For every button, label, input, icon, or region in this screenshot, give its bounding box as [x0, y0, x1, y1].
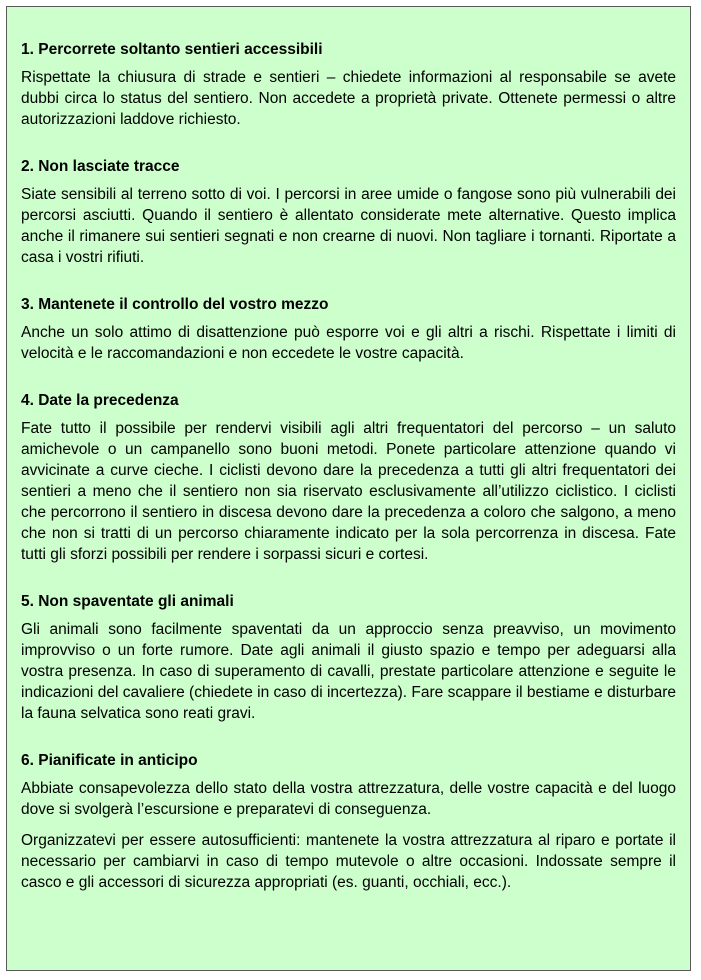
section-heading: 3. Mantenete il controllo del vostro mezzo [21, 296, 329, 313]
section-5 [21, 592, 676, 724]
section-paragraph: Abbiate consapevolezza dello stato della vostra attrezzatura, delle vostre capacità e del luogo dove si svolgerà l’escursione e preparatevi di conseguenza. [21, 780, 676, 818]
section-paragraph: Rispettate la chiusura di strade e sentieri – chiedete informazioni al responsabile se avete dubbi circa lo status del sentiero. Non accedete a proprietà private. Ottenete permessi o altre autorizzazioni laddove richiesto. [21, 69, 676, 128]
section-heading: 2. Non lasciate tracce [21, 158, 180, 175]
section-heading: 6. Pianificate in anticipo [21, 752, 198, 769]
section-paragraph: Siate sensibili al terreno sotto di voi. I percorsi in aree umide o fangose sono più vulnerabili dei percorsi asciutti. Quando il sentiero è allentato considerate mete alternative. Questo implica anche il rimanere sui sentieri segnati e non crearne di nuovi. Non tagliare i tornanti. Riportate a casa i vostri rifiuti. [21, 186, 676, 266]
section-4 [21, 391, 676, 565]
section-heading: 5. Non spaventate gli animali [21, 593, 234, 610]
section-paragraph: Anche un solo attimo di disattenzione può esporre voi e gli altri a rischi. Rispettate i limiti di velocità e le raccomandazioni e non eccedete le vostre capacità. [21, 324, 676, 362]
section-6 [21, 751, 676, 893]
section-1 [21, 40, 676, 130]
section-paragraph: Fate tutto il possibile per rendervi visibili agli altri frequentatori del percorso – un saluto amichevole o un campanello sono buoni metodi. Ponete particolare attenzione quando vi avvicinate a curve cieche. I ciclisti devono dare la precedenza a tutti gli altri frequentatori dei sentieri a meno che il sentiero non sia riservato esclusivamente all’utilizzo ciclistico. I ciclisti che percorrono il sentiero in discesa devono dare la precedenza a coloro che salgono, a meno che non si tratti di un percorso chiaramente indicato per la sola percorrenza in discesa. Fate tutti gli sforzi possibili per rendere i sorpassi sicuri e cortesi. [21, 420, 676, 563]
section-paragraph: Organizzatevi per essere autosufficienti: mantenete la vostra attrezzatura al riparo e portate il necessario per cambiarvi in caso di tempo mutevole o altre occasioni. Indossate sempre il casco e gli accessori di sicurezza appropriati (es. guanti, occhiali, ecc.). [21, 832, 676, 891]
section-2 [21, 157, 676, 268]
rules-panel [6, 6, 691, 971]
section-heading: 4. Date la precedenza [21, 392, 179, 409]
section-heading: 1. Percorrete soltanto sentieri accessibili [21, 41, 323, 58]
section-3 [21, 295, 676, 364]
section-paragraph: Gli animali sono facilmente spaventati da un approccio senza preavviso, un movimento improvviso o un forte rumore. Date agli animali il giusto spazio e tempo per adeguarsi alla vostra presenza. In caso di superamento di cavalli, prestate particolare attenzione e seguite le indicazioni del cavaliere (chiedete in caso di incertezza). Fare scappare il bestiame e disturbare la fauna selvatica sono reati gravi. [21, 621, 676, 722]
